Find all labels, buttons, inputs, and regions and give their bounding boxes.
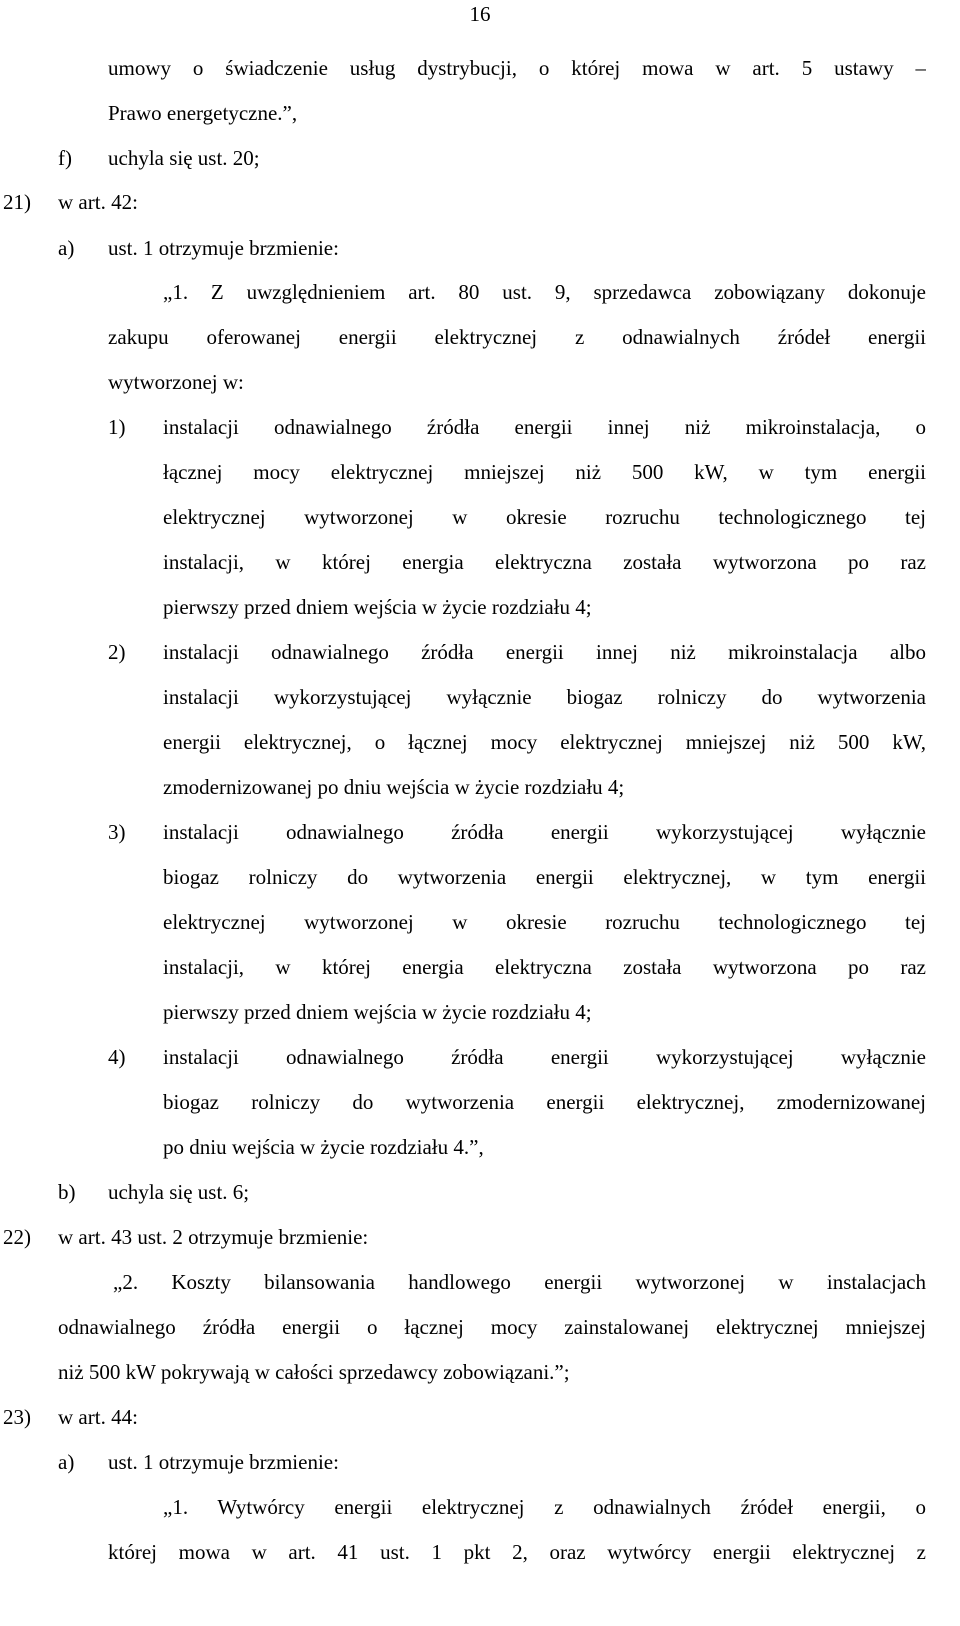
list-label: f) xyxy=(58,146,72,170)
item-text-line: instalacji wykorzystującej wyłącznie biogaz rolniczy do wytworzenia xyxy=(163,685,926,709)
item-label: 2) xyxy=(108,640,126,664)
text-line: w art. 43 ust. 2 otrzymuje brzmienie: xyxy=(58,1225,369,1249)
list-label: a) xyxy=(58,1450,75,1474)
text-line: w art. 42: xyxy=(58,190,138,214)
item-text-line: pierwszy przed dniem wejścia w życie rozdziału 4; xyxy=(163,1000,592,1024)
item-text-line: instalacji, w której energia elektryczna została wytworzona po raz xyxy=(163,955,926,979)
item-text-line: elektrycznej wytworzonej w okresie rozruchu technologicznego tej xyxy=(163,910,926,934)
item-label: 4) xyxy=(108,1045,126,1069)
quoted-text-line: „2. Koszty bilansowania handlowego energii wytworzonej w instalacjach xyxy=(113,1270,926,1294)
item-text-line: zmodernizowanej po dniu wejścia w życie rozdziału 4; xyxy=(163,775,625,799)
item-text-line: instalacji odnawialnego źródła energii wykorzystującej wyłącznie xyxy=(163,1045,926,1069)
item-text-line: elektrycznej wytworzonej w okresie rozruchu technologicznego tej xyxy=(163,505,926,529)
list-label: a) xyxy=(58,236,75,260)
text-line: ust. 1 otrzymuje brzmienie: xyxy=(108,236,339,260)
text-line: umowy o świadczenie usług dystrybucji, o której mowa w art. 5 ustawy – xyxy=(108,56,926,80)
item-label: 1) xyxy=(108,415,126,439)
item-text-line: biogaz rolniczy do wytworzenia energii elektrycznej, w tym energii xyxy=(163,865,926,889)
point-label: 22) xyxy=(3,1225,31,1249)
text-line: w art. 44: xyxy=(58,1405,138,1429)
text-line: uchyla się ust. 20; xyxy=(108,146,260,170)
quoted-text-line: „1. Z uwzględnieniem art. 80 ust. 9, sprzedawca zobowiązany dokonuje xyxy=(163,280,926,304)
item-text-line: pierwszy przed dniem wejścia w życie rozdziału 4; xyxy=(163,595,592,619)
quoted-text-line: niż 500 kW pokrywają w całości sprzedawcy zobowiązani.”; xyxy=(58,1360,570,1384)
item-text-line: biogaz rolniczy do wytworzenia energii elektrycznej, zmodernizowanej xyxy=(163,1090,926,1114)
quoted-text-line: zakupu oferowanej energii elektrycznej z odnawialnych źródeł energii xyxy=(108,325,926,349)
text-line: uchyla się ust. 6; xyxy=(108,1180,250,1204)
item-text-line: po dniu wejścia w życie rozdziału 4.”, xyxy=(163,1135,484,1159)
page-number: 16 xyxy=(469,2,491,26)
item-text-line: instalacji odnawialnego źródła energii innej niż mikroinstalacja albo xyxy=(163,640,926,664)
item-text-line: łącznej mocy elektrycznej mniejszej niż 500 kW, w tym energii xyxy=(163,460,926,484)
text-line: Prawo energetyczne.”, xyxy=(108,101,298,125)
list-label: b) xyxy=(58,1180,76,1204)
item-text-line: instalacji odnawialnego źródła energii innej niż mikroinstalacja, o xyxy=(163,415,926,439)
item-label: 3) xyxy=(108,820,126,844)
quoted-text-line: odnawialnego źródła energii o łącznej mocy zainstalowanej elektrycznej mniejszej xyxy=(58,1315,926,1339)
item-text-line: instalacji, w której energia elektryczna została wytworzona po raz xyxy=(163,550,926,574)
quoted-text-line: której mowa w art. 41 ust. 1 pkt 2, oraz wytwórcy energii elektrycznej z xyxy=(108,1540,926,1564)
quoted-text-line: wytworzonej w: xyxy=(108,370,244,394)
point-label: 23) xyxy=(3,1405,31,1429)
point-label: 21) xyxy=(3,190,31,214)
text-line: ust. 1 otrzymuje brzmienie: xyxy=(108,1450,339,1474)
item-text-line: instalacji odnawialnego źródła energii wykorzystującej wyłącznie xyxy=(163,820,926,844)
quoted-text-line: „1. Wytwórcy energii elektrycznej z odnawialnych źródeł energii, o xyxy=(163,1495,926,1519)
item-text-line: energii elektrycznej, o łącznej mocy elektrycznej mniejszej niż 500 kW, xyxy=(163,730,926,754)
